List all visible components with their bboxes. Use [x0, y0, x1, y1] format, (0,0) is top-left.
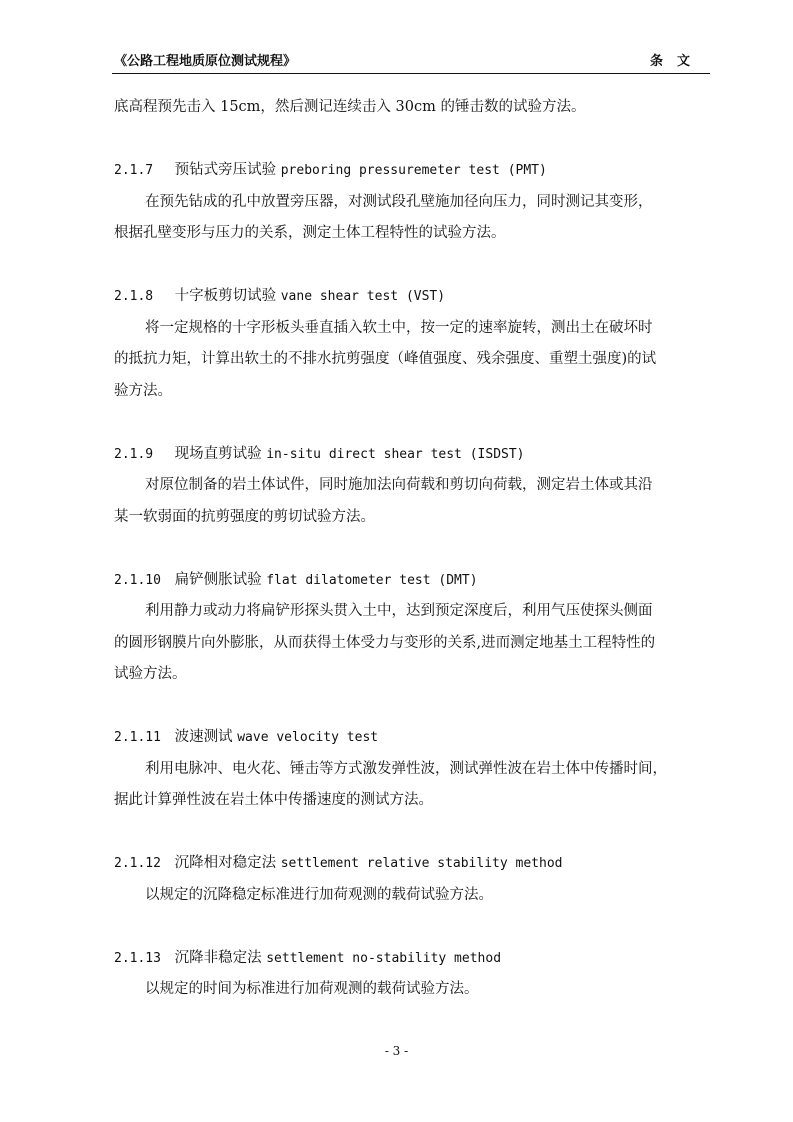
term-heading [114, 943, 714, 975]
term-chinese: 沉降非稳定法 [174, 949, 262, 966]
term-number: 2.1.8 [114, 289, 154, 304]
definition-line: 在预先钻成的孔中放置旁压器，对测试段孔壁施加径向压力，同时测记其变形， [145, 193, 653, 210]
definition-line: 将一定规格的十字形板头垂直插入软土中，按一定的速率旋转，测出土在破坏时 [145, 319, 653, 336]
page-number: - 3 - [384, 1044, 409, 1058]
term-heading [114, 722, 714, 754]
term-heading [114, 281, 714, 313]
term-heading [114, 439, 714, 471]
definition-line: 对原位制备的岩土体试件，同时施加法向荷载和剪切向荷载，测定岩土体或其沿 [145, 477, 653, 493]
paragraph-gap [114, 124, 714, 156]
term-chinese: 十字板剪切试验 [174, 288, 277, 304]
term-english: in-situ direct shear test (ISDST) [266, 446, 525, 462]
paragraph-gap [114, 817, 714, 849]
term-number: 2.1.11 [114, 730, 161, 745]
definition-line: 的圆形钢膜片向外膨胀，从而获得土体受力与变形的关系,进而测定地基土工程特性的 [114, 634, 656, 651]
term-chinese: 现场直剪试验 [174, 445, 262, 462]
definition-line: 利用电脉冲、电火花、锤击等方式激发弹性波，测试弹性波在岩土体中传播时间， [145, 760, 667, 777]
term-number: 2.1.7 [114, 163, 154, 178]
definition-line: 试验方法。 [114, 666, 187, 682]
header-section-label: 条文 [649, 54, 704, 69]
term-number: 2.1.12 [114, 856, 161, 871]
term-english: settlement relative stability method [280, 856, 563, 871]
definition-line: 据此计算弹性波在岩土体中传播速度的测试方法。 [114, 792, 433, 808]
term-english: preboring pressuremeter test (PMT) [280, 163, 547, 178]
term-number: 2.1.13 [114, 950, 161, 966]
term-english: vane shear test (VST) [280, 289, 446, 304]
definition-line: 根据孔壁变形与压力的关系，测定土体工程特性的试验方法。 [114, 225, 506, 241]
term-chinese: 波速测试 [174, 729, 233, 745]
definition-line: 以规定的沉降稳定标准进行加荷观测的载荷试验方法。 [145, 886, 493, 903]
term-chinese: 扁铲侧胀试验 [174, 571, 262, 588]
definition-line: 的抵抗力矩，计算出软土的不排水抗剪强度（峰值强度、残余强度、重塑土强度)的试 [114, 351, 657, 367]
term-number: 2.1.9 [114, 446, 154, 462]
header-divider [112, 73, 710, 74]
definition-line: 某一软弱面的抗剪强度的剪切试验方法。 [114, 508, 375, 525]
term-heading [114, 848, 714, 880]
term-english: wave velocity test [237, 730, 379, 745]
running-header [112, 52, 710, 72]
paragraph-gap [114, 533, 714, 565]
term-chinese: 沉降相对稳定法 [174, 855, 277, 871]
term-chinese: 预钻式旁压试验 [174, 162, 277, 178]
term-english: settlement no-stability method [266, 950, 502, 966]
definition-line: 验方法。 [114, 382, 172, 399]
term-number: 2.1.10 [114, 572, 161, 588]
header-title: 《公路工程地质原位测试规程》 [114, 54, 297, 69]
body-text [114, 92, 714, 1006]
term-heading [114, 155, 714, 187]
definition-line: 利用静力或动力将扁铲形探头贯入土中，达到预定深度后，利用气压使探头侧面 [145, 603, 653, 619]
intro-line: 底高程预先击入 15cm，然后测记连续击入 30cm 的锤击数的试验方法。 [114, 99, 586, 115]
paragraph-gap [114, 250, 714, 282]
paragraph-gap [114, 911, 714, 943]
definition-line: 以规定的时间为标准进行加荷观测的载荷试验方法。 [145, 981, 479, 997]
paragraph-gap [114, 691, 714, 723]
term-english: flat dilatometer test (DMT) [266, 572, 478, 588]
paragraph-gap [114, 407, 714, 439]
term-heading [114, 565, 714, 597]
